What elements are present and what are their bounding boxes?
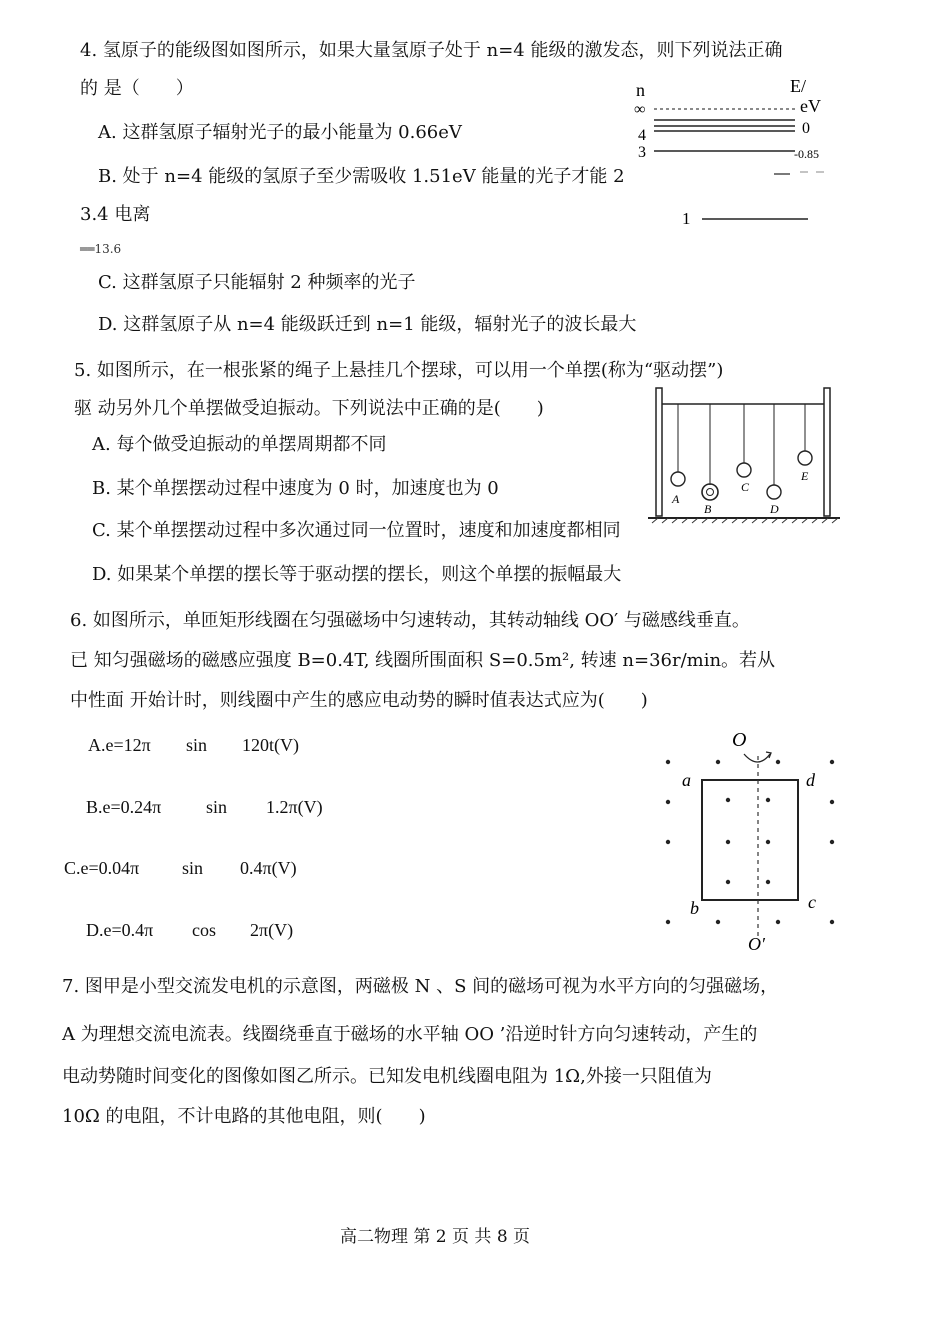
q5-pendulum-diagram	[640, 382, 845, 527]
q6-option-b-arg: 1.2π(V)	[266, 797, 323, 817]
q5-stem-line2: 驱 动另外几个单摆做受迫振动。下列说法中正确的是( )	[74, 398, 544, 419]
q7-stem-line4: 10Ω 的电阻，不计电路的其他电阻，则( )	[62, 1106, 426, 1127]
q6-stem-line2: 已 知匀强磁场的磁感应强度 B=0.4T, 线圈所围面积 S=0.5m², 转速 n=36r/min。若从	[70, 650, 776, 671]
q6-option-c-arg: 0.4π(V)	[240, 858, 297, 878]
q5-stem-line1: 5. 如图所示，在一根张紧的绳子上悬挂几个摆球，可以用一个单摆(称为“驱动摆”)	[74, 360, 724, 381]
q6-option-a-arg: 120t(V)	[242, 735, 299, 755]
q7-stem-line3: 电动势随时间变化的图像如图乙所示。已知发电机线圈电阻为 1Ω,外接一只阻值为	[62, 1066, 712, 1087]
q6-option-c-label: C.e=0.04π	[64, 858, 140, 878]
q4-stem-line1: 4. 氢原子的能级图如图所示，如果大量氢原子处于 n=4 能级的激发态，则下列说法正确	[80, 40, 783, 61]
q5-label-b: B	[704, 502, 712, 516]
q5-label-d: D	[770, 502, 779, 516]
q4-energy-zero-label: 0	[802, 120, 810, 137]
q5-ball-c	[737, 463, 751, 477]
q6-label-d: d	[806, 770, 815, 790]
q5-option-c: C. 某个单摆摆动过程中多次通过同一位置时，速度和加速度都相同	[92, 520, 621, 541]
q6-option-c	[64, 857, 297, 879]
q5-label-c: C	[741, 480, 750, 494]
q6-option-a-fn: sin	[186, 735, 208, 755]
q4-option-a: A. 这群氢原子辐射光子的最小能量为 0.66eV	[98, 122, 462, 143]
q6-option-d-label: D.e=0.4π	[86, 920, 154, 940]
q4-level-1-label: 1	[682, 209, 691, 228]
q6-option-a	[88, 734, 299, 756]
q6-option-d	[86, 919, 293, 941]
q5-ball-b	[702, 484, 718, 500]
q6-label-b: b	[690, 898, 699, 918]
q6-label-a: a	[682, 770, 691, 790]
q6-option-d-arg: 2π(V)	[250, 920, 294, 940]
q5-right-post	[824, 388, 830, 516]
q4-option-c: C. 这群氢原子只能辐射 2 种频率的光子	[98, 272, 416, 293]
q4-option-b-number: 3.4	[80, 204, 109, 225]
q6-stem-line3: 中性面 开始计时，则线圈中产生的感应电动势的瞬时值表达式应为( )	[70, 690, 648, 711]
q4-option-d: D. 这群氢原子从 n=4 能级跃迁到 n=1 能级，辐射光子的波长最大	[98, 314, 637, 335]
q5-ball-e	[798, 451, 812, 465]
q5-left-post	[656, 388, 662, 516]
q7-stem-line1: 7. 图甲是小型交流发电机的示意图，两磁极 N 、S 间的磁场可视为水平方向的匀强磁场，	[62, 976, 779, 997]
q4-option-b-text: 电离	[114, 204, 151, 225]
q5-option-b: B. 某个单摆摆动过程中速度为 0 时，加速度也为 0	[92, 478, 499, 499]
q4-diagram-ev-label: eV	[800, 96, 821, 116]
q4-option-b: B. 处于 n=4 能级的氢原子至少需吸收 1.51eV 能量的光子才能 2	[98, 166, 625, 187]
q5-option-d: D. 如果某个单摆的摆长等于驱动摆的摆长，则这个单摆的振幅最大	[92, 564, 622, 585]
q6-stem-line1: 6. 如图所示，单匝矩形线圈在匀强磁场中匀速转动，其转动轴线 OO′ 与磁感线垂直。	[70, 610, 750, 631]
q5-option-a: A. 每个做受迫振动的单摆周期都不同	[92, 434, 387, 455]
q6-rectangular-coil	[702, 780, 798, 900]
q4-energy-level-diagram	[630, 76, 845, 236]
q4-stem-line2: 的 是（ ）	[80, 78, 194, 99]
q4-diagram-n-label: n	[636, 80, 645, 100]
q6-label-o: O	[732, 729, 747, 751]
q4-stray-text: ══13.6	[80, 242, 122, 256]
q4-option-b-continued	[80, 204, 150, 226]
q7-stem-line2: A 为理想交流电流表。线圈绕垂直于磁场的水平轴 OO ’沿逆时针方向匀速转动，产生的	[62, 1024, 758, 1045]
q5-label-e: E	[801, 469, 809, 483]
q6-option-a-label: A.e=12π	[88, 735, 151, 755]
q6-label-c: c	[808, 892, 816, 912]
q6-coil-diagram	[660, 724, 850, 954]
q4-diagram-e-label: E/	[790, 76, 806, 96]
q5-ball-a	[671, 472, 685, 486]
q4-level-3-label: 3	[638, 144, 646, 161]
q4-energy-n4-label: -0.85	[794, 147, 819, 161]
q6-option-b-label: B.e=0.24π	[86, 797, 162, 817]
q6-option-b	[86, 796, 323, 818]
q6-label-o-prime: O′	[748, 934, 765, 954]
q6-option-c-fn: sin	[182, 858, 204, 878]
page-footer: 高二物理 第 2 页 共 8 页	[340, 1227, 531, 1247]
q5-label-a: A	[672, 492, 680, 506]
q5-ball-d	[767, 485, 781, 499]
q6-rotation-arrow-icon	[744, 754, 770, 762]
q6-option-d-fn: cos	[192, 920, 216, 940]
q4-level-4-label: 4	[638, 127, 646, 144]
q6-option-b-fn: sin	[206, 797, 228, 817]
q4-diagram-infinity-label: ∞	[634, 101, 646, 118]
